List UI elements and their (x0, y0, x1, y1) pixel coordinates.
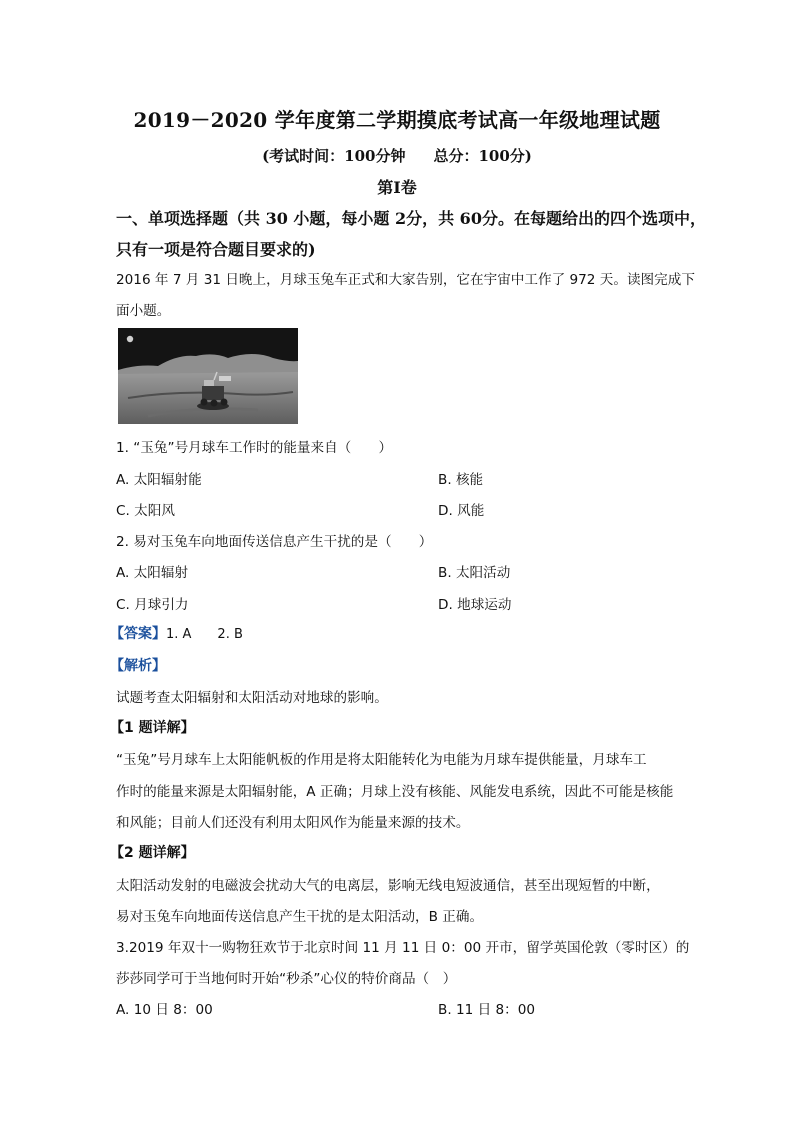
q2-option-a: A. 太阳辐射 (116, 565, 189, 581)
analysis-text: 试题考查太阳辐射和太阳活动对地球的影响。 (116, 690, 388, 706)
exam-info (0, 145, 794, 166)
analysis-label: 【解析】 (110, 658, 166, 674)
detail1-line2: 作时的能量来源是太阳辐射能，A 正确；月球上没有核能、风能发电系统，因此不可能是核能 (116, 784, 674, 800)
exam-title: 2019－2020 学年度第二学期摸底考试高一年级地理试题 (133, 108, 661, 132)
section1-heading-line1: 一、单项选择题（共 30 小题，每小题 2分，共 60分。在每题给出的四个选项中， (116, 209, 706, 228)
answer-label: 【答案】 (110, 626, 166, 642)
section1-heading-line2: 只有一项是符合题目要求的) (116, 240, 316, 259)
q2-option-c: C. 月球引力 (116, 597, 189, 613)
answer-values: 1. A 2. B (166, 627, 243, 642)
detail2-label: 【2 题详解】 (110, 845, 195, 861)
q2-option-d: D. 地球运动 (438, 597, 512, 613)
detail1-line1: “玉兔”号月球车上太阳能帆板的作用是将太阳能转化为电能为月球车提供能量，月球车工 (116, 752, 647, 768)
detail2-line1: 太阳活动发射的电磁波会扰动大气的电离层，影响无线电短波通信，甚至出现短暂的中断， (116, 878, 660, 894)
intro-line2: 面小题。 (116, 303, 171, 319)
intro-line1: 2016 年 7 月 31 日晚上，月球玉兔车正式和大家告别，它在宇宙中工作了 972 天。读图完成下 (116, 272, 695, 288)
q1-stem: 1. “玉兔”号月球车工作时的能量来自（ ） (116, 440, 393, 456)
lunar-rover-photo (118, 328, 298, 424)
total-score: 总分：100分) (433, 147, 532, 165)
exam-time: (考试时间：100分钟 (262, 147, 406, 165)
answer-line (110, 623, 243, 643)
q3-option-a: A. 10 日 8：00 (116, 1002, 213, 1018)
detail1-line3: 和风能；目前人们还没有利用太阳风作为能量来源的技术。 (116, 815, 470, 831)
detail1-label: 【1 题详解】 (110, 720, 195, 736)
q1-option-b: B. 核能 (438, 472, 484, 488)
q3-stem-line1: 3.2019 年双十一购物狂欢节于北京时间 11 月 11 日 0：00 开市，留学英国伦敦（零时区）的 (116, 940, 690, 956)
q1-option-a: A. 太阳辐射能 (116, 472, 202, 488)
q1-option-d: D. 风能 (438, 503, 485, 519)
q1-option-c: C. 太阳风 (116, 503, 175, 519)
q3-stem-line2: 莎莎同学可于当地何时开始“秒杀”心仪的特价商品（ ） (116, 971, 457, 987)
q2-option-b: B. 太阳活动 (438, 565, 511, 581)
volume-heading: 第Ⅰ卷 (377, 178, 417, 197)
detail2-line2: 易对玉兔车向地面传送信息产生干扰的是太阳活动，B 正确。 (116, 909, 484, 925)
q2-stem: 2. 易对玉兔车向地面传送信息产生干扰的是（ ） (116, 534, 433, 550)
q3-option-b: B. 11 日 8：00 (438, 1002, 536, 1018)
